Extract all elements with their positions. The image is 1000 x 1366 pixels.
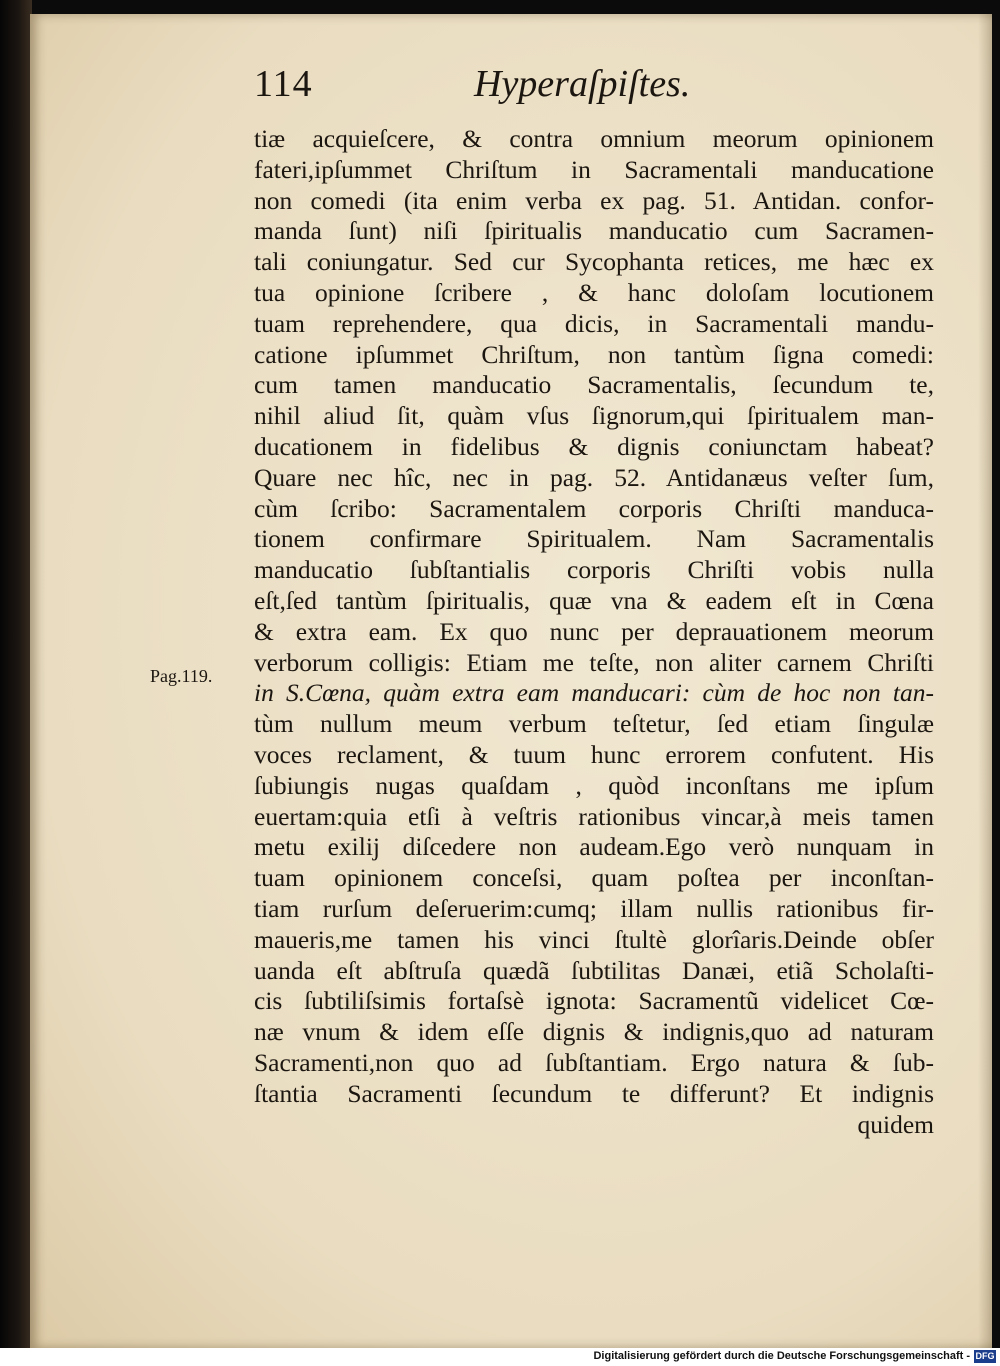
text-line: uanda eſt abſtruſa quædã ſubtilitas Danæi, etiã Scholaſti- — [254, 955, 934, 985]
text-line: cùm ſcribo: Sacramentalem corporis Chriſti manduca- — [254, 493, 934, 523]
body-text — [254, 124, 934, 1140]
text-line-italic: in S.Cœna, quàm extra eam manducari: cùm de hoc non tan- — [254, 678, 934, 708]
text-line: tionem confirmare Spiritualem. Nam Sacramentalis — [254, 524, 934, 554]
text-line: manda ſunt) niſi ſpiritualis manducatio cum Sacramen- — [254, 216, 934, 246]
text-line: cum tamen manducatio Sacramentalis, ſecundum te, — [254, 370, 934, 400]
text-line: tiam rurſum deſeruerim:cumq; illam nullis rationibus fir- — [254, 893, 934, 923]
text-line: næ vnum & idem eſſe dignis & indignis,quo ad naturam — [254, 1017, 934, 1047]
text-line: ſtantia Sacramenti ſecundum te differunt? Et indignis — [254, 1078, 934, 1108]
text-line: eſt,ſed tantùm ſpiritualis, quæ vna & eadem eſt in Cœna — [254, 585, 934, 615]
text-line: catione ipſummet Chriſtum, non tantùm ſigna comedi: — [254, 339, 934, 369]
text-line: tuam reprehendere, qua dicis, in Sacramentali mandu- — [254, 308, 934, 338]
text-line: tuam opinionem conceſsi, quam poſtea per inconſtan- — [254, 863, 934, 893]
text-line: metu exilij diſcedere non audeam.Ego verò nunquam in — [254, 832, 934, 862]
text-line: voces reclament, & tuum hunc errorem confutent. His — [254, 739, 934, 769]
page-edge-shadow — [978, 14, 992, 1348]
text-line: verborum colligis: Etiam me teſte, non aliter carnem Chriſti — [254, 647, 934, 677]
text-line: ducationem in fidelibus & dignis coniunctam habeat? — [254, 431, 934, 461]
text-line: fateri,ipſummet Chriſtum in Sacramentali manducatione — [254, 154, 934, 184]
page-header — [254, 62, 894, 122]
page-number: 114 — [254, 63, 313, 105]
margin-note: Pag.119. — [150, 666, 213, 686]
digitization-footer — [0, 1348, 1000, 1366]
text-line: Quare nec hîc, nec in pag. 52. Antidanæus veſter ſum, — [254, 462, 934, 492]
text-line: cis ſubtiliſsimis fortaſsè ignota: Sacramentũ videlicet Cœ- — [254, 986, 934, 1016]
text-line: Sacramenti,non quo ad ſubſtantiam. Ergo natura & ſub- — [254, 1047, 934, 1077]
text-line: nihil aliud ſit, quàm vſus ſignorum,qui ſpiritualem man- — [254, 401, 934, 431]
dfg-logo-icon: DFG — [975, 1351, 995, 1361]
text-line: manducatio ſubſtantialis corporis Chriſti vobis nulla — [254, 555, 934, 585]
footer-credit: Digitalisierung gefördert durch die Deutsche Forschungsgemeinschaft - — [593, 1350, 970, 1362]
text-line: ſubiungis nugas quaſdam , quòd inconſtans me ipſum — [254, 770, 934, 800]
text-line: tali coniungatur. Sed cur Sycophanta retices, me hæc ex — [254, 247, 934, 277]
text-line: tiæ acquieſcere, & contra omnium meorum opinionem — [254, 124, 934, 153]
text-line: maueris,me tamen his vinci ſtultè glorîaris.Deinde obſer — [254, 924, 934, 954]
book-spine-shadow — [0, 0, 32, 1348]
running-title: Hyperaſpiſtes. — [474, 63, 691, 105]
text-line: tùm nullum meum verbum teſtetur, ſed etiam ſingulæ — [254, 709, 934, 739]
text-line: & extra eam. Ex quo nunc per deprauationem meorum — [254, 616, 934, 646]
text-line: euertam:quia etſi à veſtris rationibus vincar,à meis tamen — [254, 801, 934, 831]
catchword: quidem — [857, 1109, 934, 1139]
text-line: tua opinione ſcribere , & hanc doloſam locutionem — [254, 277, 934, 307]
text-line: non comedi (ita enim verba ex pag. 51. Antidan. confor- — [254, 185, 934, 215]
